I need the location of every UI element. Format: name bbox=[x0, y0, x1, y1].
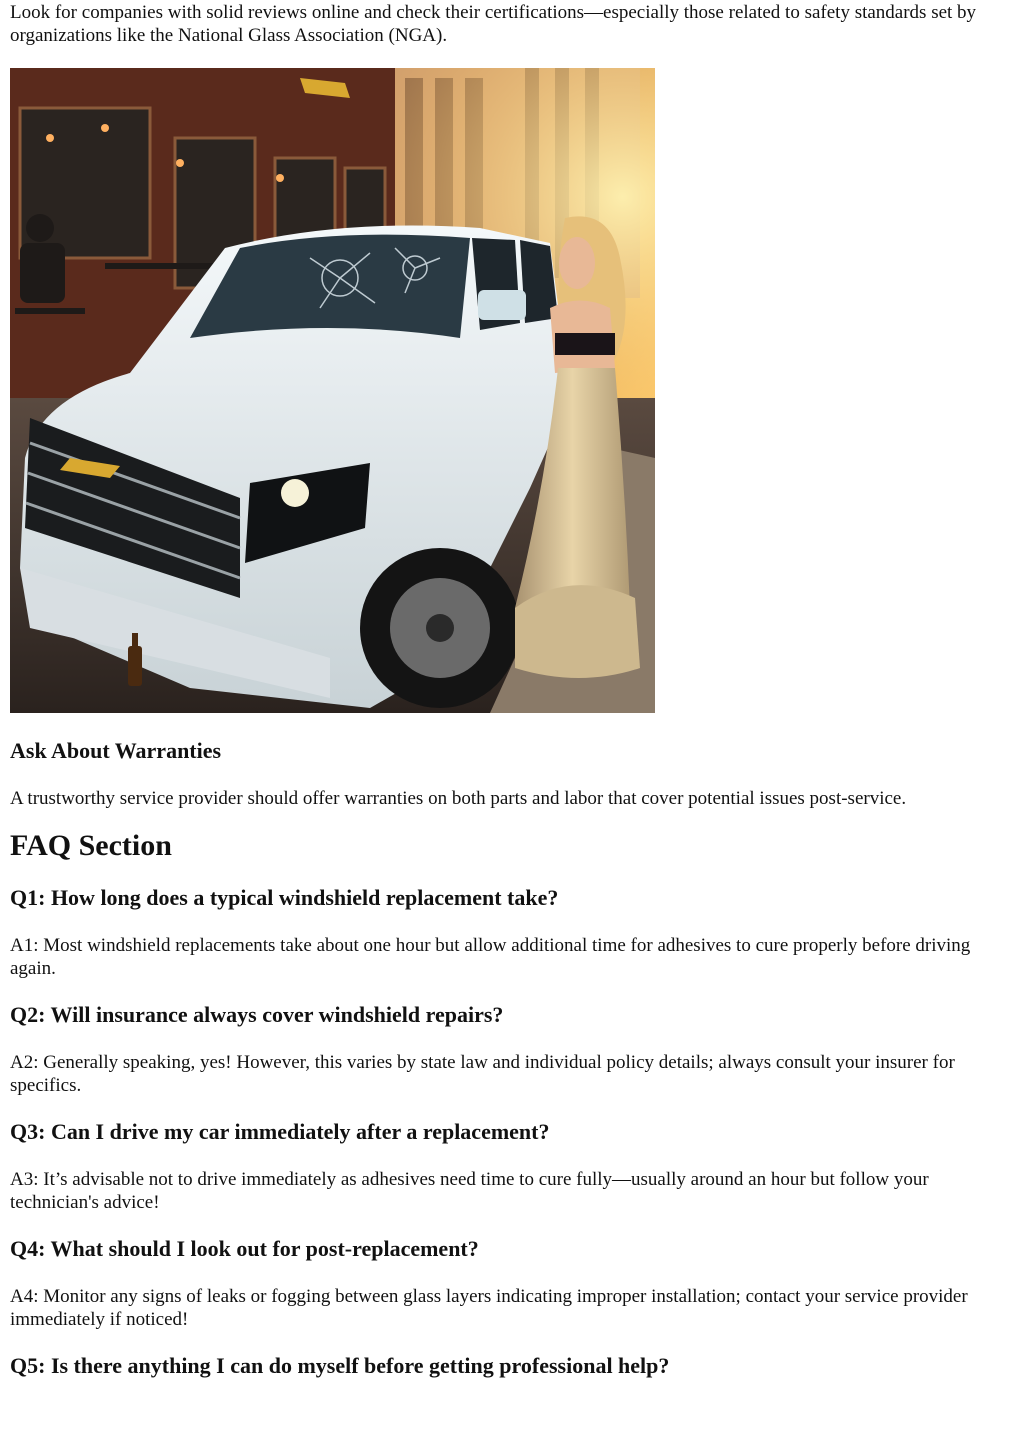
faq-answer: A1: Most windshield replacements take about one hour but allow additional time for adhesives to cure properly before driving again. bbox=[10, 935, 971, 979]
faq-heading: FAQ Section bbox=[10, 829, 172, 862]
faq-question: Q2: Will insurance always cover windshield repairs? bbox=[10, 1002, 504, 1027]
faq-question: Q4: What should I look out for post-replacement? bbox=[10, 1236, 479, 1261]
faq-answer: A2: Generally speaking, yes! However, this varies by state law and individual policy details; always consult your insurer for specifics. bbox=[10, 1052, 955, 1096]
faq-question: Q1: How long does a typical windshield replacement take? bbox=[10, 885, 559, 910]
hero-image bbox=[10, 68, 655, 713]
warranty-paragraph: A trustworthy service provider should offer warranties on both parts and labor that cover potential issues post-service. bbox=[10, 788, 907, 809]
faq-question: Q3: Can I drive my car immediately after a replacement? bbox=[10, 1119, 550, 1144]
faq-answer: A4: Monitor any signs of leaks or fogging between glass layers indicating improper installation; contact your service provider immediately if noticed! bbox=[10, 1286, 968, 1330]
faq-answer: A3: It’s advisable not to drive immediately as adhesives need time to cure fully—usually around an hour but follow your technician's advice! bbox=[10, 1169, 929, 1213]
intro-paragraph: Look for companies with solid reviews online and check their certifications—especially those related to safety standards set by organizations like the National Glass Association (NGA). bbox=[10, 2, 977, 46]
faq-question: Q5: Is there anything I can do myself before getting professional help? bbox=[10, 1353, 670, 1378]
warranty-heading: Ask About Warranties bbox=[10, 738, 222, 763]
